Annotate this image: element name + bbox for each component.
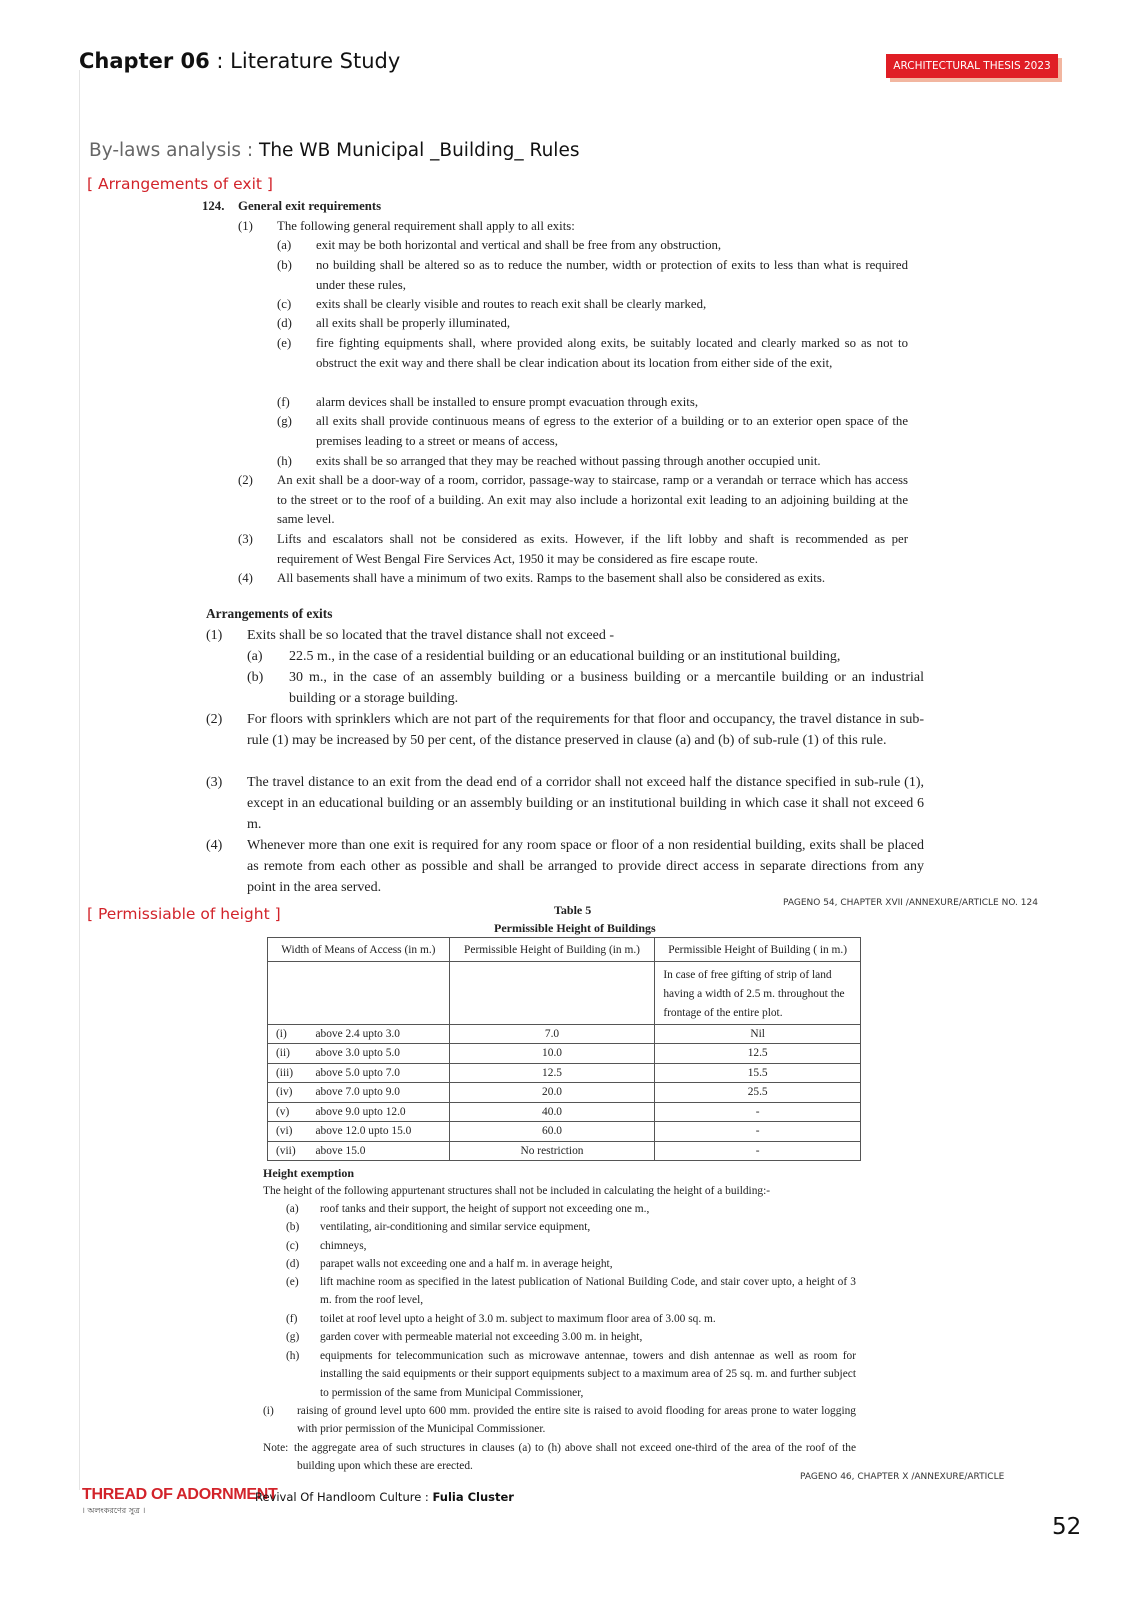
row-index: (iii) [268, 1063, 312, 1083]
page-reference: PAGENO 54, CHAPTER XVII /ANNEXURE/ARTICLE NO. 124 [783, 898, 1038, 908]
item-key: (d) [277, 316, 292, 330]
empty-cell [268, 962, 450, 1025]
item-key: (i) [263, 1405, 274, 1417]
access-width: above 12.0 upto 15.0 [311, 1122, 449, 1142]
permissible-height: 40.0 [449, 1102, 655, 1122]
exemption-title: Height exemption [263, 1166, 354, 1180]
note-key: Note: [263, 1442, 289, 1454]
clause-num: (3) [206, 775, 223, 790]
clause-text: The following general requirement shall apply to all exits: [277, 219, 575, 233]
item-key: (f) [286, 1313, 298, 1325]
table-subtitle: Permissible Height of Buildings [494, 921, 656, 935]
table-row [268, 1122, 861, 1142]
gifting-height: 25.5 [655, 1083, 861, 1103]
column-header: Permissible Height of Building ( in m.) [655, 938, 861, 962]
item-text: exit may be both horizontal and vertical and shall be free from any obstruction, [316, 238, 722, 252]
access-width: above 5.0 upto 7.0 [311, 1063, 449, 1083]
height-table [267, 937, 861, 1161]
item-key: (g) [286, 1331, 300, 1343]
clause-num: (2) [238, 473, 253, 487]
note-text: the aggregate area of such structures in clauses (a) to (h) above shall not exceed one-third of the area of the roof of the building upon which these are erected. [294, 1442, 856, 1473]
permissible-height: 20.0 [449, 1083, 655, 1103]
section-heading: By-laws analysis : The WB Municipal _Building_ Rules [89, 140, 580, 161]
item-text: toilet at roof level upto a height of 3.0 m. subject to maximum floor area of 3.00 sq. m. [320, 1313, 716, 1325]
rule-number: 124. [202, 199, 225, 213]
item-key: (a) [277, 238, 292, 252]
item-text: 22.5 m., in the case of a residential building or an educational building or an institutional building, [289, 649, 841, 664]
item-key: (b) [277, 258, 292, 272]
row-index: (i) [268, 1024, 312, 1044]
table-row [268, 1102, 861, 1122]
item-text: equipments for telecommunication such as microwave antennae, towers and dish antennae as well as room for installing the said equipments or their support equipments subject to a maximum area of 25 sq. m. and further subject to permission of the same from Municipal Commissioner, [320, 1350, 856, 1399]
table-row [268, 1083, 861, 1103]
item-text: garden cover with permeable material not exceeding 3.00 m. in height, [320, 1331, 643, 1343]
clause-num: (4) [206, 838, 223, 853]
gifting-height: Nil [655, 1024, 861, 1044]
table-row [268, 1141, 861, 1161]
table-caption: Table 5 [554, 903, 592, 917]
permissible-height: 10.0 [449, 1044, 655, 1064]
clause-text: Lifts and escalators shall not be considered as exits. However, if the lift lobby and shaft is recommended as per requirement of West Bengal Fire Services Act, 1950 it may be considered as fire escape route. [277, 532, 908, 566]
item-text: 30 m., in the case of an assembly building or a business building or a mercantile building or an industrial building or a storage building. [289, 670, 924, 706]
clause-num: (3) [238, 532, 253, 546]
access-width: above 9.0 upto 12.0 [311, 1102, 449, 1122]
access-width: above 15.0 [311, 1141, 449, 1161]
gifting-height: - [655, 1102, 861, 1122]
permissible-height: 60.0 [449, 1122, 655, 1142]
page-reference: PAGENO 46, CHAPTER X /ANNEXURE/ARTICLE [800, 1472, 1005, 1481]
gifting-height: 15.5 [655, 1063, 861, 1083]
label-arrangements-of-exit: [ Arrangements of exit ] [87, 175, 273, 193]
footer-subtitle: Revival Of Handloom Culture : Fulia Cluster [255, 1490, 514, 1504]
item-key: (c) [286, 1240, 299, 1252]
page-number: 52 [1052, 1514, 1082, 1540]
permissible-height: 7.0 [449, 1024, 655, 1044]
margin-line [79, 70, 80, 1490]
item-key: (h) [286, 1350, 300, 1362]
item-text: chimneys, [320, 1240, 367, 1252]
item-text: lift machine room as specified in the latest publication of National Building Code, and stair cover upto, a height of 3 m. from the roof level, [320, 1276, 856, 1307]
clause-text: An exit shall be a door-way of a room, corridor, passage-way to staircase, ramp or a verandah or terrace which has access to the street or to the roof of a building. An exit may also include a horizontal exit leading to an adjoining building at the same level. [277, 473, 908, 527]
brand-logo-text: THREAD OF ADORNMENT [82, 1486, 278, 1503]
clause-num: (1) [238, 219, 253, 233]
item-key: (d) [286, 1258, 300, 1270]
thesis-badge: ARCHITECTURAL THESIS 2023 [886, 54, 1058, 78]
table-row [268, 1024, 861, 1044]
exemption-intro: The height of the following appurtenant structures shall not be included in calculating the height of a building:- [263, 1185, 771, 1197]
row-index: (ii) [268, 1044, 312, 1064]
item-key: (g) [277, 414, 292, 428]
item-key: (a) [286, 1203, 299, 1215]
item-key: (c) [277, 297, 292, 311]
clause-text: Exits shall be so located that the travel distance shall not exceed - [247, 628, 614, 643]
item-key: (f) [277, 395, 290, 409]
item-text: all exits shall provide continuous means of egress to the exterior of a building or to an exterior open space of the premises leading to a street or means of access, [316, 414, 908, 448]
item-key: (h) [277, 454, 292, 468]
clause-num: (1) [206, 628, 223, 643]
access-width: above 3.0 upto 5.0 [311, 1044, 449, 1064]
item-text: exits shall be clearly visible and routes to reach exit shall be clearly marked, [316, 297, 707, 311]
item-key: (b) [247, 670, 264, 685]
clause-text: Whenever more than one exit is required for any room space or floor of a non residential building, exits shall be placed as remote from each other as possible and shall be arranged to provide direct access in separate directions from any point in the area served. [247, 838, 924, 895]
column-header: Permissible Height of Building (in m.) [449, 938, 655, 962]
clause-text: All basements shall have a minimum of two exits. Ramps to the basement shall also be considered as exits. [277, 571, 826, 585]
row-index: (vii) [268, 1141, 312, 1161]
arrangements-title: Arrangements of exits [206, 606, 333, 621]
gifting-height: - [655, 1141, 861, 1161]
item-text: exits shall be so arranged that they may be reached without passing through another occupied unit. [316, 454, 821, 468]
item-text: roof tanks and their support, the height of support not exceeding one m., [320, 1203, 650, 1215]
item-key: (a) [247, 649, 263, 664]
access-width: above 7.0 upto 9.0 [311, 1083, 449, 1103]
gifting-height: - [655, 1122, 861, 1142]
clause-text: For floors with sprinklers which are not part of the requirements for that floor and occupancy, the travel distance in sub-rule (1) may be increased by 50 per cent, of the distance preserved in clause (a) and (b) of sub-rule (1) of this rule. [247, 712, 924, 748]
item-text: no building shall be altered so as to reduce the number, width or protection of exits to less than what is required under these rules, [316, 258, 908, 292]
permissible-height: 12.5 [449, 1063, 655, 1083]
table-note-row [268, 962, 861, 1025]
item-text: raising of ground level upto 600 mm. provided the entire site is raised to avoid flooding for areas prone to water logging with prior permission of the Municipal Commissioner. [297, 1405, 856, 1436]
clause-num: (2) [206, 712, 223, 727]
rule-title: General exit requirements [238, 199, 382, 213]
access-width: above 2.4 upto 3.0 [311, 1024, 449, 1044]
item-text: all exits shall be properly illuminated, [316, 316, 511, 330]
clause-num: (4) [238, 571, 253, 585]
item-text: alarm devices shall be installed to ensure prompt evacuation through exits, [316, 395, 699, 409]
row-index: (v) [268, 1102, 312, 1122]
item-key: (b) [286, 1221, 300, 1233]
item-key: (e) [277, 336, 292, 350]
table-row [268, 1063, 861, 1083]
column-header: Width of Means of Access (in m.) [268, 938, 450, 962]
item-text: fire fighting equipments shall, where provided along exits, be suitably located and clearly marked so as not to obstruct the exit way and there shall be clear indication about its location from either side of the exit, [316, 336, 908, 370]
empty-cell [449, 962, 655, 1025]
brand-tagline: । অলংকরণের সুত্র । [82, 1506, 146, 1515]
gifting-height: 12.5 [655, 1044, 861, 1064]
gifting-note: In case of free gifting of strip of land having a width of 2.5 m. throughout the frontage of the entire plot. [655, 962, 861, 1025]
clause-text: The travel distance to an exit from the dead end of a corridor shall not exceed half the distance specified in sub-rule (1), except in an educational building or an assembly building or an institutional building in which case it shall not exceed 6 m. [247, 775, 924, 832]
table-header-row [268, 938, 861, 962]
permissible-height: No restriction [449, 1141, 655, 1161]
item-key: (e) [286, 1276, 299, 1288]
label-permissiable-of-height: [ Permissiable of height ] [87, 905, 281, 923]
table-row [268, 1044, 861, 1064]
row-index: (iv) [268, 1083, 312, 1103]
item-text: ventilating, air-conditioning and similar service equipment, [320, 1221, 591, 1233]
chapter-title: Chapter 06 : Literature Study [79, 49, 401, 73]
row-index: (vi) [268, 1122, 312, 1142]
item-text: parapet walls not exceeding one and a half m. in average height, [320, 1258, 613, 1270]
